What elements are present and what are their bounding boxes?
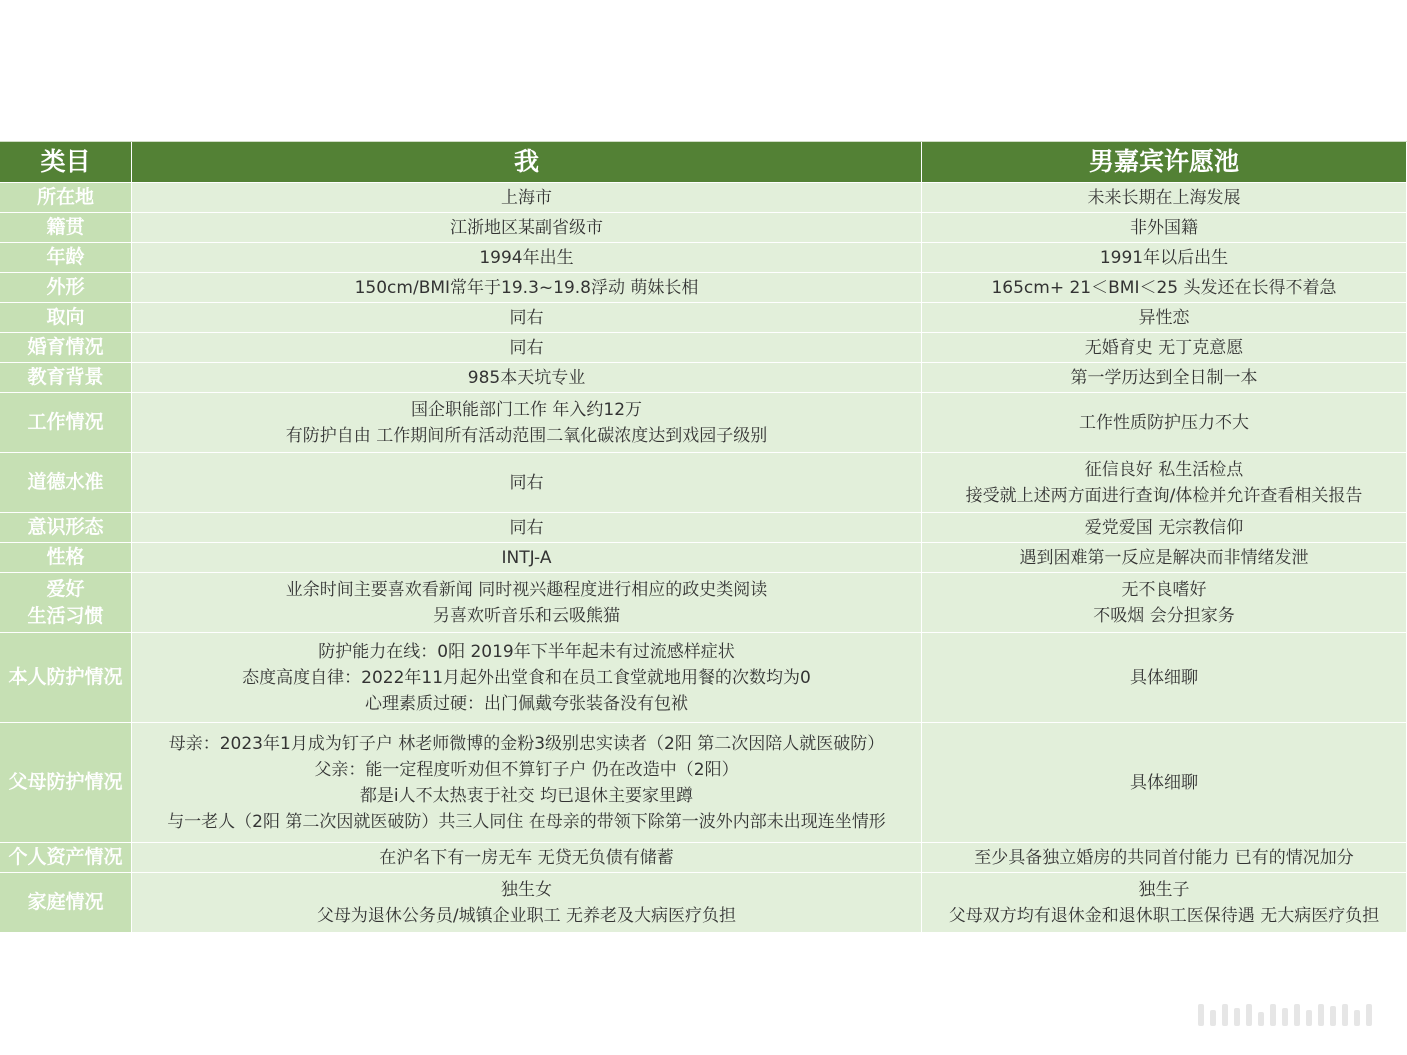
category-text-line: 道德水准 [27,471,104,493]
row-hobbies-wish-cell [922,573,1407,633]
row-self-protection-wish-cell [922,633,1407,723]
me-text-line: 国企职能部门工作 年入约12万 [410,399,643,420]
wish-text-line: 具体细聊 [1130,772,1198,793]
wish-text-line: 不吸烟 会分担家务 [1093,605,1235,626]
row-ideology-me-cell [132,513,922,543]
wish-text-line: 接受就上述两方面进行查询/体检并允许查看相关报告 [965,485,1363,506]
row-hobbies-me-cell [132,573,922,633]
wish-text-line: 至少具备独立婚房的共同首付能力 已有的情况加分 [974,847,1354,868]
header-category: 类目 [0,142,132,183]
me-text-line: 同右 [509,337,544,358]
category-text-line: 意识形态 [27,516,104,538]
wish-text-line: 165cm+ 21＜BMI＜25 头发还在长得不着急 [991,277,1337,298]
me-text-line: 150cm/BMI常年于19.3~19.8浮动 萌妹长相 [354,277,699,298]
category-text-line: 籍贯 [46,216,85,238]
me-text-line: 江浙地区某副省级市 [450,217,603,238]
header-me: 我 [132,142,922,183]
me-text-line: 态度高度自律：2022年11月起外出堂食和在员工食堂就地用餐的次数均为0 [242,667,811,688]
me-text-line: 业余时间主要喜欢看新闻 同时视兴趣程度进行相应的政史类阅读 [285,579,768,600]
row-hometown-category-cell [0,213,132,243]
wish-text-line: 未来长期在上海发展 [1087,187,1241,208]
category-text-line: 个人资产情况 [8,846,123,868]
me-text-line: 上海市 [501,187,552,208]
row-parents-protection-me-cell [132,723,922,843]
row-morality-category-cell [0,453,132,513]
category-text-line: 爱好 [46,577,85,600]
me-text-line: 另喜欢听音乐和云吸熊猫 [433,605,620,626]
wish-text-line: 征信良好 私生活检点 [1084,459,1244,480]
wish-text-line: 无不良嗜好 [1121,579,1207,600]
wish-text-line: 具体细聊 [1130,667,1198,688]
row-morality-me-cell [132,453,922,513]
row-location-category-cell [0,183,132,213]
barcode-watermark-icon [1198,1004,1394,1026]
me-text-line: 985本天坑专业 [467,367,586,388]
row-family-category-cell [0,873,132,933]
me-text-line: 父亲：能一定程度听劝但不算钉子户 仍在改造中（2阳） [314,759,739,780]
wish-text-line: 独生子 [1138,879,1190,900]
me-text-line: 母亲：2023年1月成为钉子户 林老师微博的金粉3级别忠实读者（2阳 第二次因陪人就医破防） [168,733,885,754]
comparison-table [0,141,1407,933]
row-appearance-me-cell [132,273,922,303]
row-parents-protection-category-cell [0,723,132,843]
wish-text-line: 工作性质防护压力不大 [1079,412,1249,433]
row-self-protection-me-cell [132,633,922,723]
category-text-line: 本人防护情况 [8,666,123,688]
row-education-category-cell [0,363,132,393]
row-age-wish-cell [922,243,1407,273]
me-text-line: 独生女 [501,879,552,900]
row-orientation-wish-cell [922,303,1407,333]
category-text-line: 性格 [46,546,85,568]
row-ideology-wish-cell [922,513,1407,543]
row-work-category-cell [0,393,132,453]
me-text-line: 心理素质过硬：出门佩戴夸张装备没有包袱 [365,693,688,714]
row-hometown-me-cell [132,213,922,243]
wish-text-line: 父母双方均有退休金和退休职工医保待遇 无大病医疗负担 [948,905,1380,926]
row-education-wish-cell [922,363,1407,393]
row-personality-me-cell [132,543,922,573]
me-text-line: 同右 [509,307,544,328]
row-morality-wish-cell [922,453,1407,513]
header-wish: 男嘉宾许愿池 [922,142,1407,183]
row-age-me-cell [132,243,922,273]
row-assets-me-cell [132,843,922,873]
category-text-line: 工作情况 [27,411,104,433]
wish-text-line: 爱党爱国 无宗教信仰 [1084,517,1244,538]
row-marital-category-cell [0,333,132,363]
row-personality-category-cell [0,543,132,573]
row-family-me-cell [132,873,922,933]
row-assets-wish-cell [922,843,1407,873]
wish-text-line: 异性恋 [1138,307,1190,328]
row-hobbies-category-cell [0,573,132,633]
row-appearance-category-cell [0,273,132,303]
category-text-line: 取向 [46,306,85,328]
me-text-line: 防护能力在线：0阳 2019年下半年起未有过流感样症状 [318,641,735,662]
row-ideology-category-cell [0,513,132,543]
wish-text-line: 遇到困难第一反应是解决而非情绪发泄 [1019,547,1309,568]
me-text-line: INTJ-A [501,547,552,568]
me-text-line: 在沪名下有一房无车 无贷无负债有储蓄 [379,847,674,868]
row-location-wish-cell [922,183,1407,213]
row-family-wish-cell [922,873,1407,933]
me-text-line: 1994年出生 [479,247,574,268]
category-text-line: 外形 [46,276,85,298]
category-text-line: 年龄 [46,246,85,268]
wish-text-line: 第一学历达到全日制一本 [1070,367,1258,388]
row-marital-wish-cell [922,333,1407,363]
category-text-line: 生活习惯 [27,604,104,627]
row-age-category-cell [0,243,132,273]
category-text-line: 婚育情况 [27,336,104,358]
row-hometown-wish-cell [922,213,1407,243]
me-text-line: 都是i人不太热衷于社交 均已退休主要家里蹲 [359,785,694,806]
wish-text-line: 1991年以后出生 [1099,247,1229,268]
row-parents-protection-wish-cell [922,723,1407,843]
category-text-line: 父母防护情况 [8,771,123,793]
wish-text-line: 无婚育史 无丁克意愿 [1084,337,1244,358]
row-personality-wish-cell [922,543,1407,573]
wish-text-line: 非外国籍 [1130,217,1198,238]
row-work-me-cell [132,393,922,453]
me-text-line: 父母为退休公务员/城镇企业职工 无养老及大病医疗负担 [316,905,737,926]
row-orientation-me-cell [132,303,922,333]
row-education-me-cell [132,363,922,393]
row-appearance-wish-cell [922,273,1407,303]
category-text-line: 所在地 [36,186,94,208]
row-marital-me-cell [132,333,922,363]
row-orientation-category-cell [0,303,132,333]
me-text-line: 同右 [509,517,544,538]
category-text-line: 家庭情况 [27,891,104,913]
me-text-line: 有防护自由 工作期间所有活动范围二氧化碳浓度达到戏园子级别 [285,425,768,446]
row-work-wish-cell [922,393,1407,453]
row-location-me-cell [132,183,922,213]
category-text-line: 教育背景 [27,366,104,388]
me-text-line: 同右 [509,472,544,493]
row-assets-category-cell [0,843,132,873]
me-text-line: 与一老人（2阳 第二次因就医破防）共三人同住 在母亲的带领下除第一波外内部未出现连坐情形 [167,811,886,832]
row-self-protection-category-cell [0,633,132,723]
